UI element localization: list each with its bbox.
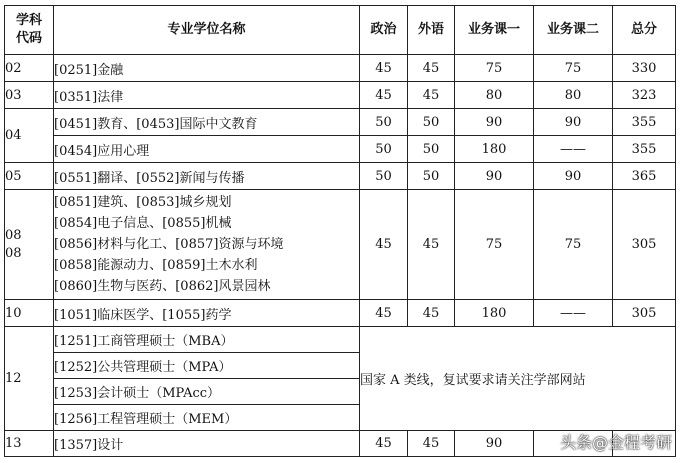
course2-cell: 90 <box>534 163 613 190</box>
course1-cell: 80 <box>455 82 534 109</box>
name-cell: [0251]金融 <box>54 55 360 82</box>
foreign-cell: 45 <box>408 431 455 457</box>
table-row <box>5 190 676 300</box>
header-course1: 业务课一 <box>455 6 534 55</box>
politics-cell: 50 <box>360 163 408 190</box>
name-cell <box>54 190 360 300</box>
course2-cell: 90 <box>534 109 613 136</box>
note-cell: 国家 A 类线，复试要求请关注学部网站 <box>360 327 676 431</box>
foreign-cell: 45 <box>408 190 455 300</box>
code-cell: 02 <box>5 55 54 82</box>
politics-cell: 45 <box>360 300 408 327</box>
politics-cell: 50 <box>360 136 408 163</box>
course1-cell: 180 <box>455 136 534 163</box>
code-cell: 10 <box>5 300 54 327</box>
name-line: [0851]建筑、[0853]城乡规划 <box>54 195 232 210</box>
total-cell: 305 <box>613 190 676 300</box>
name-cell: [1251]工商管理硕士（MBA） <box>54 327 360 353</box>
header-code-text: 学科 代码 <box>15 13 42 46</box>
course2-cell: 75 <box>534 190 613 300</box>
politics-cell: 45 <box>360 55 408 82</box>
table-row <box>5 300 676 327</box>
course1-cell: 180 <box>455 300 534 327</box>
code-text: 08 08 <box>5 227 22 261</box>
foreign-cell: 45 <box>408 82 455 109</box>
name-cell: [1357]设计 <box>54 431 360 457</box>
total-cell: 323 <box>613 82 676 109</box>
name-line: [0860]生物与医药、[0862]风景园林 <box>54 279 271 294</box>
code-cell <box>5 190 54 300</box>
course2-cell: —— <box>534 300 613 327</box>
politics-cell: 45 <box>360 82 408 109</box>
code-cell: 13 <box>5 431 54 457</box>
name-cell: [1051]临床医学、[1055]药学 <box>54 300 360 327</box>
name-cell: [0451]教育、[0453]国际中文教育 <box>54 109 360 136</box>
code-cell: 12 <box>5 327 54 431</box>
header-course2: 业务课二 <box>534 6 613 55</box>
foreign-cell: 45 <box>408 55 455 82</box>
name-cell: [1252]公共管理硕士（MPA） <box>54 353 360 379</box>
header-row <box>5 6 676 55</box>
course1-cell: 90 <box>455 431 534 457</box>
table-row <box>5 327 676 353</box>
table-row <box>5 55 676 82</box>
watermark: 头条@金程考研 <box>559 433 672 452</box>
total-cell: 355 <box>613 136 676 163</box>
politics-cell: 45 <box>360 431 408 457</box>
course2-cell: 75 <box>534 55 613 82</box>
total-cell: 330 <box>613 55 676 82</box>
code-cell: 04 <box>5 109 54 163</box>
table-row <box>5 109 676 136</box>
foreign-cell: 50 <box>408 109 455 136</box>
politics-cell: 45 <box>360 190 408 300</box>
table-row <box>5 136 676 163</box>
foreign-cell: 50 <box>408 136 455 163</box>
total-cell: 305 <box>613 300 676 327</box>
foreign-cell: 45 <box>408 300 455 327</box>
total-cell: 355 <box>613 109 676 136</box>
course1-cell: 90 <box>455 109 534 136</box>
course1-cell: 75 <box>455 55 534 82</box>
name-line: [0854]电子信息、[0855]机械 <box>54 216 232 231</box>
name-cell: [0551]翻译、[0552]新闻与传播 <box>54 163 360 190</box>
name-line: [0856]材料与化工、[0857]资源与环境 <box>54 237 284 252</box>
name-cell: [1256]工程管理硕士（MEM） <box>54 405 360 431</box>
course2-cell: 80 <box>534 82 613 109</box>
code-cell: 05 <box>5 163 54 190</box>
header-total: 总分 <box>613 6 676 55</box>
course1-cell: 75 <box>455 190 534 300</box>
header-foreign: 外语 <box>408 6 455 55</box>
course2-cell: —— <box>534 136 613 163</box>
table-row <box>5 163 676 190</box>
foreign-cell: 50 <box>408 163 455 190</box>
name-line: [0858]能源动力、[0859]土木水利 <box>54 258 258 273</box>
name-cell: [1253]会计硕士（MPAcc） <box>54 379 360 405</box>
header-name: 专业学位名称 <box>54 6 360 55</box>
name-cell: [0454]应用心理 <box>54 136 360 163</box>
table-row <box>5 82 676 109</box>
score-table <box>4 5 676 457</box>
name-cell: [0351]法律 <box>54 82 360 109</box>
course1-cell: 90 <box>455 163 534 190</box>
politics-cell: 50 <box>360 109 408 136</box>
total-cell: 365 <box>613 163 676 190</box>
code-cell: 03 <box>5 82 54 109</box>
header-code <box>5 6 54 55</box>
header-politics: 政治 <box>360 6 408 55</box>
